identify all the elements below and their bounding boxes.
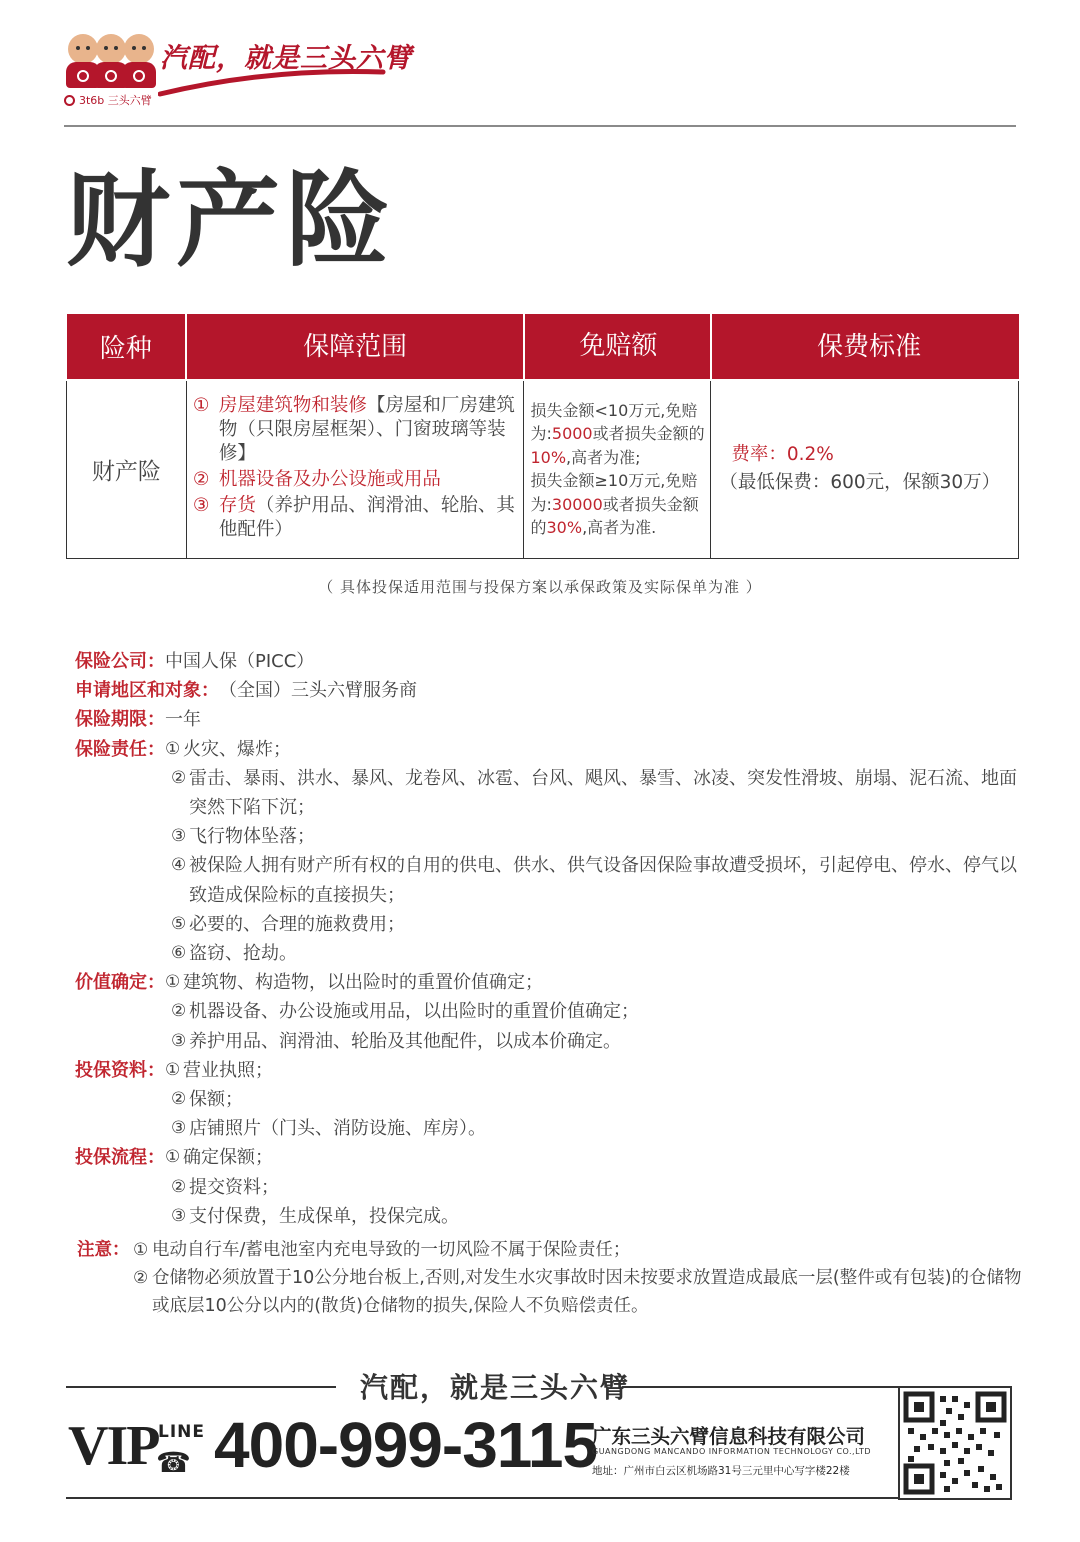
list-item: ② 提交资料； (171, 1176, 279, 1198)
value-list (75, 997, 1025, 1055)
scope-number: ③ (192, 495, 210, 517)
scope-item (193, 394, 518, 466)
table-row (67, 380, 1019, 558)
swoosh-icon (158, 58, 388, 98)
list-item: ③ 飞行物体坠落； (171, 826, 315, 848)
scope-detail: 【房屋和厂房建筑物（只限房屋框架）、门窗玻璃等装修】 (218, 395, 515, 465)
line-label: LINE (158, 1422, 205, 1442)
deductible-text: 损失金额<10万元,免赔为: (530, 400, 698, 444)
list-item: ② 雷击、暴雨、洪水、暴风、龙卷风、冰雹、台风、飓风、暴雪、冰凌、突发性滑坡、崩塌、泥石流、地面突然下陷下沉； (171, 767, 1017, 819)
process-list (75, 1173, 1025, 1231)
scope-number: ① (192, 395, 210, 417)
hotline-number[interactable]: 400-999-3115 (214, 1409, 598, 1481)
docs-row (75, 1056, 1025, 1085)
table-header-scope: 保障范围 (186, 314, 524, 380)
company-name: 广东三头六臂信息科技有限公司 (592, 1425, 866, 1448)
period-label: 保险期限： (75, 709, 165, 731)
deductible-amount: 30000 (551, 494, 603, 514)
fee-minimum: （最低保费：600元，保额30万） (719, 472, 1001, 494)
list-item: ② 保额； (171, 1089, 243, 1111)
brand-logo (62, 28, 412, 112)
vip-text: VIP (68, 1415, 159, 1477)
fee-rate: 费率：0.2% (731, 444, 834, 466)
table-header-deductible: 免赔额 (524, 314, 711, 380)
brand-ring-icon (64, 95, 75, 106)
value-row (75, 968, 1025, 997)
value-label: 价值确定： (75, 972, 165, 994)
qr-code-icon[interactable] (898, 1386, 1012, 1500)
liability-label: 保险责任： (75, 738, 165, 760)
company-label: 保险公司： (75, 651, 165, 672)
period-row (75, 705, 1025, 734)
company-row (75, 647, 1025, 676)
liability-list (75, 764, 1025, 968)
liability-row (75, 735, 1025, 764)
fee-cell (711, 380, 1019, 558)
deductible-text: ,高者为准; (566, 447, 641, 467)
table-header-type: 险种 (67, 314, 187, 380)
deductible-text: 或者损失金额的 (530, 494, 699, 538)
table-note: （ 具体投保适用范围与投保方案以承保政策及实际保单为准 ） (318, 578, 762, 596)
region-row (75, 676, 1025, 705)
scope-item (193, 494, 518, 542)
vip-mark (68, 1414, 158, 1478)
footer-slogan: 汽配，就是三头六臂 (359, 1371, 630, 1404)
list-item: ③ 支付保费，生成保单，投保完成。 (171, 1205, 459, 1227)
table-header-fee: 保费标准 (711, 314, 1019, 380)
list-item: ⑥ 盗窃、抢劫。 (171, 943, 297, 965)
deductible-amount: 5000 (551, 424, 593, 444)
list-item: ② 机器设备、办公设施或用品，以出险时的重置价值确定； (171, 1001, 639, 1023)
process-row (75, 1143, 1025, 1172)
scope-cell (186, 380, 524, 558)
brand-small-text: 3t6b 三头六臂 (79, 94, 152, 107)
scope-highlight: 存货 (218, 495, 256, 517)
mascot-faces-icon (66, 28, 158, 90)
list-item: ④ 被保险人拥有财产所有权的自用的供电、供水、供气设备因保险事故遭受损坏，引起停电、停水、停气以致造成保险标的直接损失； (171, 855, 1017, 906)
company-address: 地址：广州市白云区机场路31号三元里中心写字楼22楼 (592, 1465, 850, 1477)
attention-section (77, 1236, 1027, 1320)
telephone-icon: ☎ (156, 1446, 191, 1479)
deductible-percent: 10% (530, 447, 567, 467)
divider (64, 125, 1016, 127)
company-value: 中国人保（PICC） (165, 651, 315, 672)
deductible-text: 损失金额≥10万元,免赔为: (530, 471, 698, 514)
list-item: ② 仓储物必须放置于10公分地台板上,否则,对发生水灾事故时因未按要求放置造成最底一层(整件或有包装)的仓储物或底层10公分以内的(散货)仓储物的损失,保险人不负赔偿责任。 (133, 1268, 1022, 1316)
list-item: ③ 养护用品、润滑油、轮胎及其他配件，以成本价确定。 (171, 1030, 621, 1052)
deductible-cell (524, 380, 711, 558)
page-title: 财产险 (66, 159, 397, 281)
period-value: 一年 (165, 709, 201, 731)
list-item: ① 确定保额； (165, 1147, 273, 1169)
scope-number: ② (192, 469, 210, 491)
logo-slogan: 汽配，就是三头六臂 (160, 43, 412, 74)
insurance-table (66, 314, 1019, 559)
list-item: ③ 店铺照片（门头、消防设施、库房）。 (171, 1118, 486, 1140)
scope-detail: （养护用品、润滑油、轮胎、其他配件） (218, 495, 515, 541)
brand-small-name (64, 92, 152, 108)
deductible-text: ,高者为准. (582, 518, 657, 538)
process-label: 投保流程： (75, 1147, 165, 1169)
docs-label: 投保资料： (75, 1059, 165, 1081)
insurance-type-cell: 财产险 (67, 380, 187, 558)
list-item: ① 火灾、爆炸； (165, 738, 291, 760)
list-item: ⑤ 必要的、合理的施救费用； (171, 913, 405, 935)
footer-bottom-divider (66, 1497, 900, 1499)
deductible-text: 或者损失金额的 (592, 424, 705, 444)
docs-list (75, 1085, 1025, 1143)
attention-label: 注意： (77, 1240, 130, 1260)
policy-details (75, 647, 1025, 1231)
scope-highlight: 房屋建筑物和装修 (218, 395, 367, 417)
scope-highlight: 机器设备及办公设施或用品 (218, 469, 441, 491)
list-item: ① 电动自行车/蓄电池室内充电导致的一切风险不属于保险责任； (133, 1240, 631, 1260)
region-label: 申请地区和对象： (75, 680, 219, 702)
deductible-percent: 30% (546, 518, 583, 538)
scope-item (193, 468, 518, 492)
company-name-en: GUANGDONG MANCANDO INFORMATION TECHNOLOGY CO.,LTD (592, 1447, 871, 1456)
region-value: （全国）三头六臂服务商 (219, 680, 417, 702)
list-item: ① 建筑物、构造物，以出险时的重置价值确定； (165, 972, 543, 994)
list-item: ① 营业执照； (165, 1059, 273, 1081)
